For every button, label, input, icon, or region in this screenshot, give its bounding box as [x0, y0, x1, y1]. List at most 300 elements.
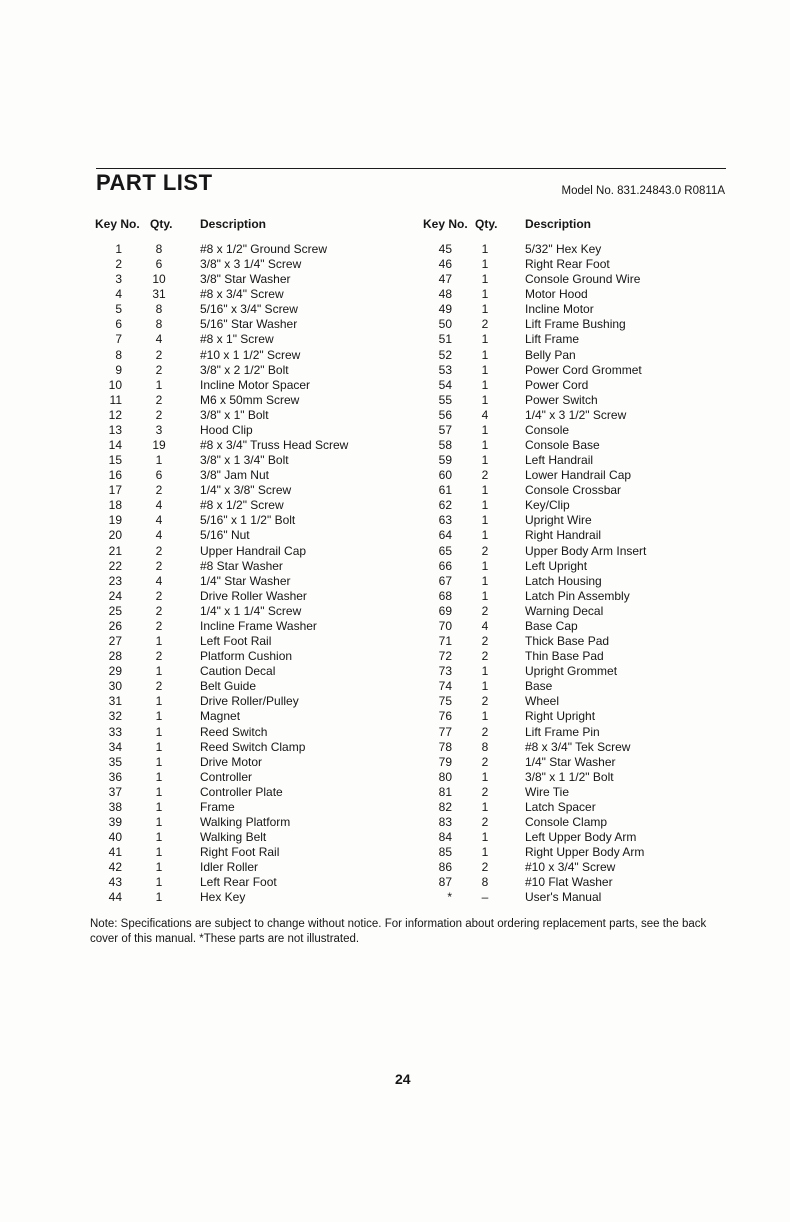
part-description: Platform Cushion — [200, 649, 293, 664]
part-quantity: 1 — [481, 830, 489, 845]
part-quantity: 1 — [155, 453, 163, 468]
part-quantity: 1 — [481, 573, 489, 588]
part-description: Left Rear Foot — [200, 875, 277, 890]
part-quantity: 6 — [155, 468, 163, 483]
part-key-number: 79 — [438, 754, 452, 769]
part-description: Upright Grommet — [525, 664, 618, 679]
left-desc-header: Description — [200, 217, 267, 231]
part-key-number: 2 — [115, 257, 122, 272]
part-row — [98, 619, 418, 634]
part-key-number: 11 — [109, 392, 122, 407]
part-key-number: 74 — [438, 679, 452, 694]
part-quantity: 1 — [481, 664, 489, 679]
part-quantity: 2 — [155, 558, 163, 573]
part-description: Console Crossbar — [525, 483, 622, 498]
part-quantity: 1 — [155, 784, 163, 799]
part-description: Right Upper Body Arm — [525, 845, 645, 860]
part-key-number: 6 — [115, 317, 122, 332]
left-parts-list — [98, 242, 418, 905]
part-key-number: 17 — [108, 483, 122, 498]
part-description: Hood Clip — [200, 422, 253, 437]
part-description: #8 x 1/2" Screw — [200, 498, 284, 513]
part-key-number: 48 — [438, 287, 452, 302]
part-quantity: 8 — [155, 302, 163, 317]
part-quantity: 1 — [155, 830, 163, 845]
part-key-number: 84 — [438, 830, 452, 845]
part-description: #8 Star Washer — [200, 558, 283, 573]
part-quantity: 1 — [155, 377, 163, 392]
part-key-number: 77 — [438, 724, 452, 739]
part-key-number: 63 — [438, 513, 452, 528]
part-key-number: 40 — [108, 830, 122, 845]
part-key-number: 19 — [108, 513, 122, 528]
part-description: 1/4" Star Washer — [525, 754, 616, 769]
part-key-number: 85 — [438, 845, 452, 860]
header-rule — [96, 168, 726, 169]
part-quantity: 1 — [155, 709, 163, 724]
part-quantity: 1 — [481, 769, 489, 784]
part-description: Controller — [200, 769, 253, 784]
part-row — [98, 317, 418, 332]
part-description: Walking Platform — [200, 814, 291, 829]
part-quantity: 2 — [481, 754, 489, 769]
part-row — [98, 423, 418, 438]
part-key-number: 64 — [438, 528, 452, 543]
part-description: 5/16" Nut — [200, 528, 250, 543]
part-key-number: 9 — [115, 362, 122, 377]
part-description: 5/32" Hex Key — [525, 242, 602, 256]
part-quantity: 2 — [481, 543, 489, 558]
part-quantity: 4 — [481, 618, 489, 633]
part-quantity: 2 — [481, 603, 489, 618]
part-quantity: 2 — [481, 317, 489, 332]
part-row — [428, 272, 728, 287]
part-row — [428, 528, 728, 543]
part-quantity: 1 — [481, 377, 489, 392]
part-row — [428, 694, 728, 709]
part-row — [98, 453, 418, 468]
part-row — [98, 513, 418, 528]
part-description: Motor Hood — [525, 287, 588, 302]
part-key-number: 38 — [108, 799, 122, 814]
part-key-number: 49 — [438, 302, 452, 317]
part-row — [428, 302, 728, 317]
part-key-number: 21 — [108, 543, 122, 558]
part-row — [98, 544, 418, 559]
part-row — [98, 257, 418, 272]
part-key-number: 70 — [438, 618, 452, 633]
part-key-number: 8 — [115, 347, 122, 362]
part-row — [428, 348, 728, 363]
part-quantity: 1 — [481, 709, 489, 724]
part-row — [428, 890, 728, 905]
part-description: Hex Key — [200, 890, 246, 905]
part-description: Thick Base Pad — [525, 634, 610, 649]
part-key-number: 43 — [108, 875, 122, 890]
part-row — [428, 393, 728, 408]
part-row — [98, 589, 418, 604]
part-quantity: 8 — [481, 739, 489, 754]
part-description: Upright Wire — [525, 513, 592, 528]
part-description: Lift Frame Pin — [525, 724, 600, 739]
part-quantity: 1 — [155, 845, 163, 860]
part-row — [428, 438, 728, 453]
part-row — [98, 649, 418, 664]
part-key-number: 55 — [438, 392, 452, 407]
part-description: Drive Motor — [200, 754, 263, 769]
part-quantity: 1 — [481, 422, 489, 437]
part-quantity: 2 — [155, 407, 163, 422]
part-row — [98, 679, 418, 694]
page-number: 24 — [395, 1071, 411, 1087]
part-quantity: 1 — [481, 558, 489, 573]
part-quantity: 2 — [481, 814, 489, 829]
part-quantity: 1 — [481, 679, 489, 694]
part-description: Lift Frame Bushing — [525, 317, 626, 332]
part-description: Idler Roller — [200, 860, 259, 875]
part-quantity: 2 — [155, 588, 163, 603]
part-quantity: 4 — [155, 332, 163, 347]
part-quantity: 8 — [155, 242, 163, 256]
part-row — [428, 649, 728, 664]
part-key-number: 68 — [438, 588, 452, 603]
part-key-number: 45 — [438, 242, 452, 256]
part-row — [98, 242, 418, 257]
right-qty-header: Qty. — [475, 217, 498, 231]
part-key-number: 26 — [108, 618, 122, 633]
part-key-number: 76 — [438, 709, 452, 724]
part-description: #10 x 3/4" Screw — [525, 860, 616, 875]
part-description: 3/8" x 1 1/2" Bolt — [525, 769, 614, 784]
part-row — [98, 378, 418, 393]
part-key-number: 12 — [108, 407, 122, 422]
part-row — [428, 604, 728, 619]
part-key-number: 60 — [438, 468, 452, 483]
part-row — [98, 890, 418, 905]
part-row — [98, 559, 418, 574]
part-description: Base Cap — [525, 618, 578, 633]
part-row — [428, 709, 728, 724]
part-row — [428, 800, 728, 815]
part-quantity: 2 — [481, 724, 489, 739]
part-description: 3/8" x 2 1/2" Bolt — [200, 362, 289, 377]
part-description: Latch Housing — [525, 573, 602, 588]
part-description: Console Base — [525, 438, 600, 453]
part-key-number: 5 — [115, 302, 122, 317]
part-description: User's Manual — [525, 890, 602, 905]
part-row — [428, 453, 728, 468]
part-row — [98, 725, 418, 740]
part-key-number: 24 — [108, 588, 122, 603]
left-key-header: Key No. — [95, 217, 140, 231]
part-key-number: 53 — [438, 362, 452, 377]
part-description: #8 x 3/4" Tek Screw — [525, 739, 631, 754]
part-description: Upper Body Arm Insert — [525, 543, 647, 558]
part-key-number: * — [447, 890, 452, 905]
part-row — [428, 830, 728, 845]
part-key-number: 69 — [438, 603, 452, 618]
part-quantity: 2 — [481, 694, 489, 709]
part-description: Console Ground Wire — [525, 272, 641, 287]
part-row — [98, 272, 418, 287]
part-description: Reed Switch — [200, 724, 268, 739]
part-row — [98, 468, 418, 483]
part-row — [98, 694, 418, 709]
part-row — [98, 755, 418, 770]
part-row — [428, 363, 728, 378]
part-key-number: 32 — [108, 709, 122, 724]
part-quantity: 2 — [155, 483, 163, 498]
part-key-number: 52 — [438, 347, 452, 362]
part-row — [428, 770, 728, 785]
part-description: Controller Plate — [200, 784, 283, 799]
part-row — [428, 725, 728, 740]
part-row — [428, 287, 728, 302]
part-key-number: 3 — [115, 272, 122, 287]
part-row — [428, 378, 728, 393]
part-description: Lower Handrail Cap — [525, 468, 632, 483]
part-description: Left Upper Body Arm — [525, 830, 637, 845]
part-quantity: 3 — [155, 422, 163, 437]
part-quantity: 2 — [481, 468, 489, 483]
part-row — [428, 242, 728, 257]
part-description: #10 x 1 1/2" Screw — [200, 347, 301, 362]
part-row — [98, 287, 418, 302]
part-description: Reed Switch Clamp — [200, 739, 306, 754]
part-quantity: 1 — [155, 814, 163, 829]
part-row — [98, 830, 418, 845]
part-quantity: 4 — [481, 407, 489, 422]
part-row — [98, 845, 418, 860]
part-quantity: 1 — [155, 634, 163, 649]
part-key-number: 13 — [108, 422, 122, 437]
part-row — [428, 544, 728, 559]
part-key-number: 1 — [115, 242, 122, 256]
part-quantity: 1 — [155, 769, 163, 784]
part-quantity: 1 — [481, 438, 489, 453]
part-description: 1/4" Star Washer — [200, 573, 291, 588]
part-row — [98, 634, 418, 649]
part-key-number: 18 — [108, 498, 122, 513]
part-key-number: 81 — [438, 784, 452, 799]
part-description: Console — [525, 422, 570, 437]
part-row — [98, 604, 418, 619]
part-description: Magnet — [200, 709, 241, 724]
part-quantity: 1 — [481, 332, 489, 347]
part-row — [98, 528, 418, 543]
part-description: Left Handrail — [525, 453, 594, 468]
part-row — [428, 664, 728, 679]
right-desc-header: Description — [525, 217, 592, 231]
part-row — [428, 423, 728, 438]
part-quantity: 2 — [155, 347, 163, 362]
part-key-number: 86 — [438, 860, 452, 875]
part-quantity: 1 — [481, 799, 489, 814]
part-description: 1/4" x 3 1/2" Screw — [525, 407, 627, 422]
part-row — [428, 740, 728, 755]
part-row — [428, 755, 728, 770]
part-description: M6 x 50mm Screw — [200, 392, 300, 407]
part-quantity: 1 — [155, 739, 163, 754]
part-quantity: 2 — [155, 603, 163, 618]
part-quantity: 4 — [155, 513, 163, 528]
part-quantity: 4 — [155, 528, 163, 543]
part-row — [428, 860, 728, 875]
part-quantity: 1 — [155, 694, 163, 709]
part-description: Drive Roller/Pulley — [200, 694, 299, 709]
part-description: Belt Guide — [200, 679, 257, 694]
part-key-number: 58 — [438, 438, 452, 453]
part-key-number: 87 — [438, 875, 452, 890]
part-key-number: 56 — [438, 407, 452, 422]
part-key-number: 27 — [108, 634, 122, 649]
part-key-number: 82 — [438, 799, 452, 814]
part-description: Incline Motor — [525, 302, 594, 317]
part-row — [428, 589, 728, 604]
part-quantity: 2 — [155, 543, 163, 558]
part-description: 1/4" x 1 1/4" Screw — [200, 603, 302, 618]
part-key-number: 4 — [115, 287, 122, 302]
part-key-number: 41 — [108, 845, 122, 860]
part-key-number: 37 — [108, 784, 122, 799]
part-row — [98, 664, 418, 679]
part-quantity: 1 — [481, 242, 489, 256]
part-key-number: 39 — [108, 814, 122, 829]
part-quantity: 31 — [152, 287, 166, 302]
part-quantity: 1 — [481, 498, 489, 513]
part-description: Left Foot Rail — [200, 634, 272, 649]
part-description: Thin Base Pad — [525, 649, 604, 664]
part-description: Power Cord — [525, 377, 589, 392]
part-key-number: 42 — [108, 860, 122, 875]
part-key-number: 83 — [438, 814, 452, 829]
part-description: Wheel — [525, 694, 560, 709]
part-description: Caution Decal — [200, 664, 276, 679]
part-description: Incline Motor Spacer — [200, 377, 311, 392]
part-key-number: 65 — [438, 543, 452, 558]
part-row — [428, 845, 728, 860]
part-row — [98, 302, 418, 317]
footnote: Note: Specifications are subject to change without notice. For information about ordering replacement parts, see the back cover of this manual. *These parts are not illustrated. — [90, 918, 707, 945]
part-key-number: 51 — [438, 332, 452, 347]
part-quantity: 2 — [481, 860, 489, 875]
part-description: Latch Spacer — [525, 799, 596, 814]
part-quantity: 1 — [155, 875, 163, 890]
part-row — [428, 257, 728, 272]
part-key-number: 71 — [438, 634, 452, 649]
part-quantity: 2 — [481, 634, 489, 649]
part-key-number: 62 — [438, 498, 452, 513]
part-row — [98, 800, 418, 815]
part-row — [98, 574, 418, 589]
part-quantity: – — [481, 890, 489, 905]
part-row — [428, 815, 728, 830]
part-description: Incline Frame Washer — [200, 618, 317, 633]
part-key-number: 73 — [438, 664, 452, 679]
part-description: Right Foot Rail — [200, 845, 280, 860]
part-key-number: 25 — [108, 603, 122, 618]
part-quantity: 4 — [155, 573, 163, 588]
part-quantity: 1 — [155, 890, 163, 905]
part-key-number: 7 — [115, 332, 122, 347]
part-row — [428, 468, 728, 483]
part-description: Belly Pan — [525, 347, 576, 362]
part-description: 3/8" x 1" Bolt — [200, 407, 269, 422]
part-key-number: 78 — [438, 739, 452, 754]
part-key-number: 67 — [438, 573, 452, 588]
part-description: Frame — [200, 799, 235, 814]
part-description: #10 Flat Washer — [525, 875, 613, 890]
part-key-number: 23 — [108, 573, 122, 588]
part-quantity: 8 — [481, 875, 489, 890]
part-row — [428, 574, 728, 589]
part-row — [98, 483, 418, 498]
part-description: Console Clamp — [525, 814, 608, 829]
part-quantity: 2 — [155, 392, 163, 407]
part-description: 5/16" Star Washer — [200, 317, 298, 332]
part-quantity: 1 — [481, 302, 489, 317]
part-quantity: 1 — [155, 860, 163, 875]
part-row — [428, 317, 728, 332]
part-key-number: 34 — [108, 739, 122, 754]
part-key-number: 50 — [438, 317, 452, 332]
part-quantity: 1 — [481, 513, 489, 528]
part-key-number: 59 — [438, 453, 452, 468]
part-key-number: 72 — [438, 649, 452, 664]
part-key-number: 10 — [108, 377, 122, 392]
part-row — [98, 348, 418, 363]
part-description: Walking Belt — [200, 830, 267, 845]
model-number: Model No. 831.24843.0 R0811A — [561, 185, 725, 197]
part-quantity: 4 — [155, 498, 163, 513]
part-key-number: 44 — [108, 890, 122, 905]
part-key-number: 16 — [108, 468, 122, 483]
part-key-number: 35 — [108, 754, 122, 769]
part-description: #8 x 3/4" Truss Head Screw — [200, 438, 349, 453]
part-quantity: 19 — [152, 438, 166, 453]
right-key-header: Key No. — [423, 217, 468, 231]
part-description: Lift Frame — [525, 332, 580, 347]
part-row — [428, 559, 728, 574]
part-description: #8 x 1/2" Ground Screw — [200, 242, 327, 256]
part-row — [98, 709, 418, 724]
part-quantity: 1 — [481, 528, 489, 543]
part-row — [428, 513, 728, 528]
part-quantity: 1 — [155, 664, 163, 679]
part-row — [428, 619, 728, 634]
part-quantity: 2 — [155, 618, 163, 633]
part-key-number: 36 — [108, 769, 122, 784]
part-quantity: 6 — [155, 257, 163, 272]
part-row — [98, 860, 418, 875]
part-description: 3/8" Jam Nut — [200, 468, 269, 483]
part-row — [98, 408, 418, 423]
part-description: Right Handrail — [525, 528, 602, 543]
part-key-number: 47 — [438, 272, 452, 287]
part-quantity: 1 — [155, 724, 163, 739]
part-key-number: 31 — [108, 694, 122, 709]
part-quantity: 1 — [481, 845, 489, 860]
part-quantity: 1 — [481, 453, 489, 468]
part-quantity: 1 — [481, 347, 489, 362]
part-row — [98, 438, 418, 453]
part-quantity: 1 — [481, 362, 489, 377]
part-quantity: 1 — [481, 483, 489, 498]
part-key-number: 75 — [438, 694, 452, 709]
part-key-number: 22 — [108, 558, 122, 573]
part-description: #8 x 1" Screw — [200, 332, 274, 347]
part-description: Warning Decal — [525, 603, 604, 618]
